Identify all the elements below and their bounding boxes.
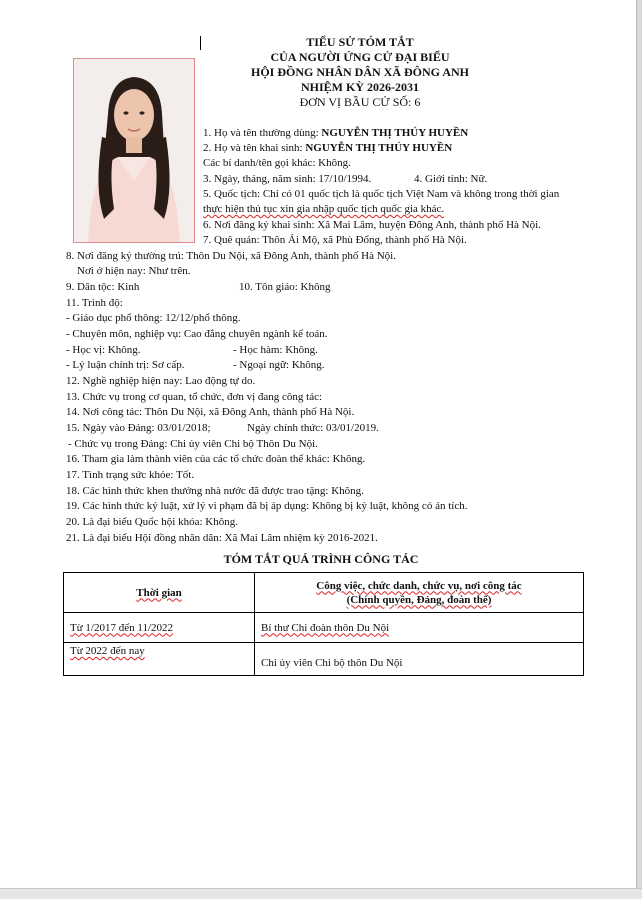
bio-religion: 10. Tôn giáo: Không (239, 281, 331, 293)
bio-degree: - Học vị: Không. (66, 344, 141, 356)
bio-birthdate: 3. Ngày, tháng, năm sinh: 17/10/1994. (203, 173, 372, 185)
bio-party-join-date: 15. Ngày vào Đảng: 03/01/2018; (66, 422, 211, 434)
work-history-title: TÓM TẮT QUÁ TRÌNH CÔNG TÁC (223, 552, 419, 566)
row-time: Từ 1/2017 đến 11/2022 (64, 613, 255, 643)
bio-hometown: 7. Quê quán: Thôn Ái Mộ, xã Phù Đổng, thành phố Hà Nội. (203, 234, 467, 246)
bio-party-official-date: Ngày chính thức: 03/01/2019. (247, 422, 379, 434)
bio-council-member: 21. Là đại biểu Hội đồng nhân dân: Xã Mai Lâm nhiệm kỳ 2016-2021. (66, 532, 378, 544)
table-header-row (64, 573, 584, 613)
doc-unit: ĐƠN VỊ BẦU CỬ SỐ: 6 (299, 95, 421, 109)
bio-health: 17. Tình trạng sức khỏe: Tốt. (66, 469, 195, 481)
window-right-edge (636, 0, 642, 899)
bio-birth-name: 2. Họ và tên khai sinh: NGUYỄN THỊ THÚY HUYỀN (203, 142, 453, 154)
bio-discipline: 19. Các hình thức kỷ luật, xử lý vi phạm đã bị áp dụng: Không bị kỷ luật, không có án tích. (66, 500, 468, 512)
bio-professional: - Chuyên môn, nghiệp vụ: Cao đẳng chuyên ngành kế toán. (66, 328, 328, 340)
bio-nationality: 5. Quốc tịch: Chỉ có 01 quốc tịch là quốc tịch Việt Nam và không trong thời gian (203, 188, 560, 200)
bio-gender: 4. Giới tính: Nữ. (414, 173, 488, 185)
bio-ethnicity: 9. Dân tộc: Kinh (66, 281, 140, 293)
bio-position: 13. Chức vụ trong cơ quan, tổ chức, đơn vị đang công tác: (66, 391, 323, 403)
doc-council: HỘI ĐỒNG NHÂN DÂN XÃ ĐÔNG ANH (250, 65, 469, 79)
col-time-header: Thời gian (64, 573, 255, 613)
row-time: Từ 2022 đến nay (64, 643, 255, 676)
table-row (64, 613, 584, 643)
bio-academic-title: - Học hàm: Không. (233, 344, 318, 356)
row-description: Chi ủy viên Chi bộ thôn Du Nội (255, 643, 584, 676)
bio-birth-registration: 6. Nơi đăng ký khai sinh: Xã Mai Lâm, huyện Đông Anh, thành phố Hà Nội. (203, 219, 541, 231)
row-description: Bí thư Chi đoàn thôn Du Nội (255, 613, 584, 643)
col-description-header: Công việc, chức danh, chức vụ, nơi công tác (Chính quyền, Đảng, đoàn thể) (255, 573, 584, 613)
bio-national-assembly: 20. Là đại biểu Quốc hội khóa: Không. (66, 516, 238, 528)
bio-current-address: Nơi ở hiện nay: Như trên. (77, 265, 191, 277)
bio-party-position: - Chức vụ trong Đảng: Chi ủy viên Chi bộ Thôn Du Nội. (68, 438, 318, 450)
bio-education: 11. Trình độ: (66, 297, 123, 309)
bio-residence: 8. Nơi đăng ký thường trú: Thôn Du Nội, xã Đông Anh, thành phố Hà Nội. (66, 250, 396, 262)
bio-alias: Các bí danh/tên gọi khác: Không. (203, 157, 351, 169)
bio-foreign-language: - Ngoại ngữ: Không. (233, 359, 325, 371)
doc-term: NHIỆM KỲ 2026-2031 (301, 80, 419, 94)
bio-nationality-cont: thực hiện thủ tục xin gia nhập quốc tịch quốc gia khác. (203, 203, 445, 215)
bio-common-name: 1. Họ và tên thường dùng: NGUYỄN THỊ THÚY HUYỀN (203, 127, 469, 139)
bio-occupation: 12. Nghề nghiệp hiện nay: Lao động tự do. (66, 375, 256, 387)
bio-political-theory: - Lý luận chính trị: Sơ cấp. (66, 359, 185, 371)
work-history-table (63, 572, 584, 676)
bio-organizations: 16. Tham gia làm thành viên của các tổ chức đoàn thể khác: Không. (66, 453, 366, 465)
bio-awards: 18. Các hình thức khen thưởng nhà nước đã được trao tặng: Không. (66, 485, 364, 497)
bio-general-education: - Giáo dục phổ thông: 12/12/phổ thông. (66, 312, 241, 324)
table-row (64, 643, 584, 676)
doc-title: TIỂU SỬ TÓM TẮT (306, 35, 414, 49)
window-bottom-edge (0, 888, 642, 899)
text-cursor (200, 36, 201, 50)
bio-workplace: 14. Nơi công tác: Thôn Du Nội, xã Đông Anh, thành phố Hà Nội. (66, 406, 355, 418)
doc-subtitle: CỦA NGƯỜI ỨNG CỬ ĐẠI BIỂU (270, 50, 450, 64)
candidate-photo (73, 58, 195, 243)
